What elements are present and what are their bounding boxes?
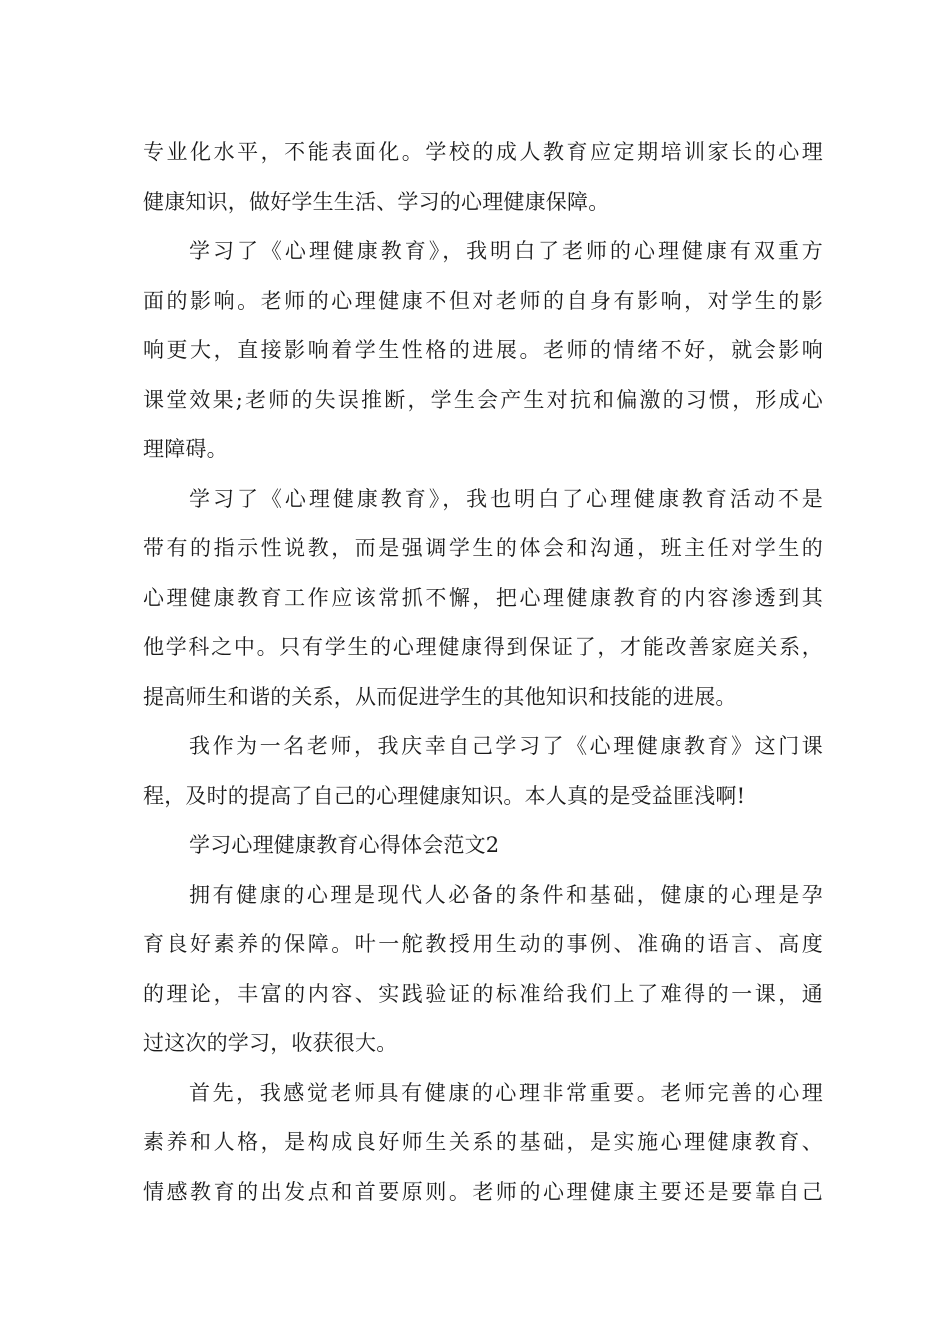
text-line: 过这次的学习，收获很大。 bbox=[143, 1031, 398, 1055]
text-line: 的理论，丰富的内容、实践验证的标准给我们上了难得的一课，通 bbox=[143, 981, 823, 1006]
text-line: 学习了《心理健康教育》，我也明白了心理健康教育活动不是 bbox=[189, 486, 823, 511]
text-line: 情感教育的出发点和首要原则。老师的心理健康主要还是要靠自己 bbox=[143, 1179, 823, 1204]
text-line: 专业化水平，不能表面化。学校的成人教育应定期培训家长的心理 bbox=[143, 140, 823, 164]
text-line: 首先，我感觉老师具有健康的心理非常重要。老师完善的心理 bbox=[189, 1080, 823, 1105]
text-line: 学习心理健康教育心得体会范文2 bbox=[189, 833, 500, 857]
text-line: 素养和人格，是构成良好师生关系的基础，是实施心理健康教育、 bbox=[143, 1130, 823, 1154]
text-line: 拥有健康的心理是现代人必备的条件和基础，健康的心理是孕 bbox=[189, 882, 823, 907]
text-line: 响更大，直接影响着学生性格的进展。老师的情绪不好，就会影响 bbox=[143, 338, 823, 362]
text-line: 育良好素养的保障。叶一舵教授用生动的事例、准确的语言、高度 bbox=[143, 932, 823, 956]
text-line: 健康知识，做好学生生活、学习的心理健康保障。 bbox=[143, 189, 610, 214]
text-line: 提高师生和谐的关系，从而促进学生的其他知识和技能的进展。 bbox=[143, 684, 737, 709]
text-line: 带有的指示性说教，而是强调学生的体会和沟通，班主任对学生的 bbox=[143, 536, 823, 560]
text-line: 课堂效果;老师的失误推断，学生会产生对抗和偏激的习惯，形成心 bbox=[143, 387, 823, 412]
text-line: 我作为一名老师，我庆幸自己学习了《心理健康教育》这门课 bbox=[189, 734, 823, 758]
text-line: 心理健康教育工作应该常抓不懈，把心理健康教育的内容渗透到其 bbox=[143, 585, 823, 610]
text-line: 面的影响。老师的心理健康不但对老师的自身有影响，对学生的影 bbox=[143, 288, 823, 313]
text-line: 程，及时的提高了自己的心理健康知识。本人真的是受益匪浅啊! bbox=[143, 783, 746, 808]
text-line: 学习了《心理健康教育》，我明白了老师的心理健康有双重方 bbox=[189, 239, 823, 263]
text-line: 他学科之中。只有学生的心理健康得到保证了，才能改善家庭关系， bbox=[143, 635, 823, 659]
text-line: 理障碍。 bbox=[143, 437, 228, 461]
document-body bbox=[143, 128, 823, 1217]
